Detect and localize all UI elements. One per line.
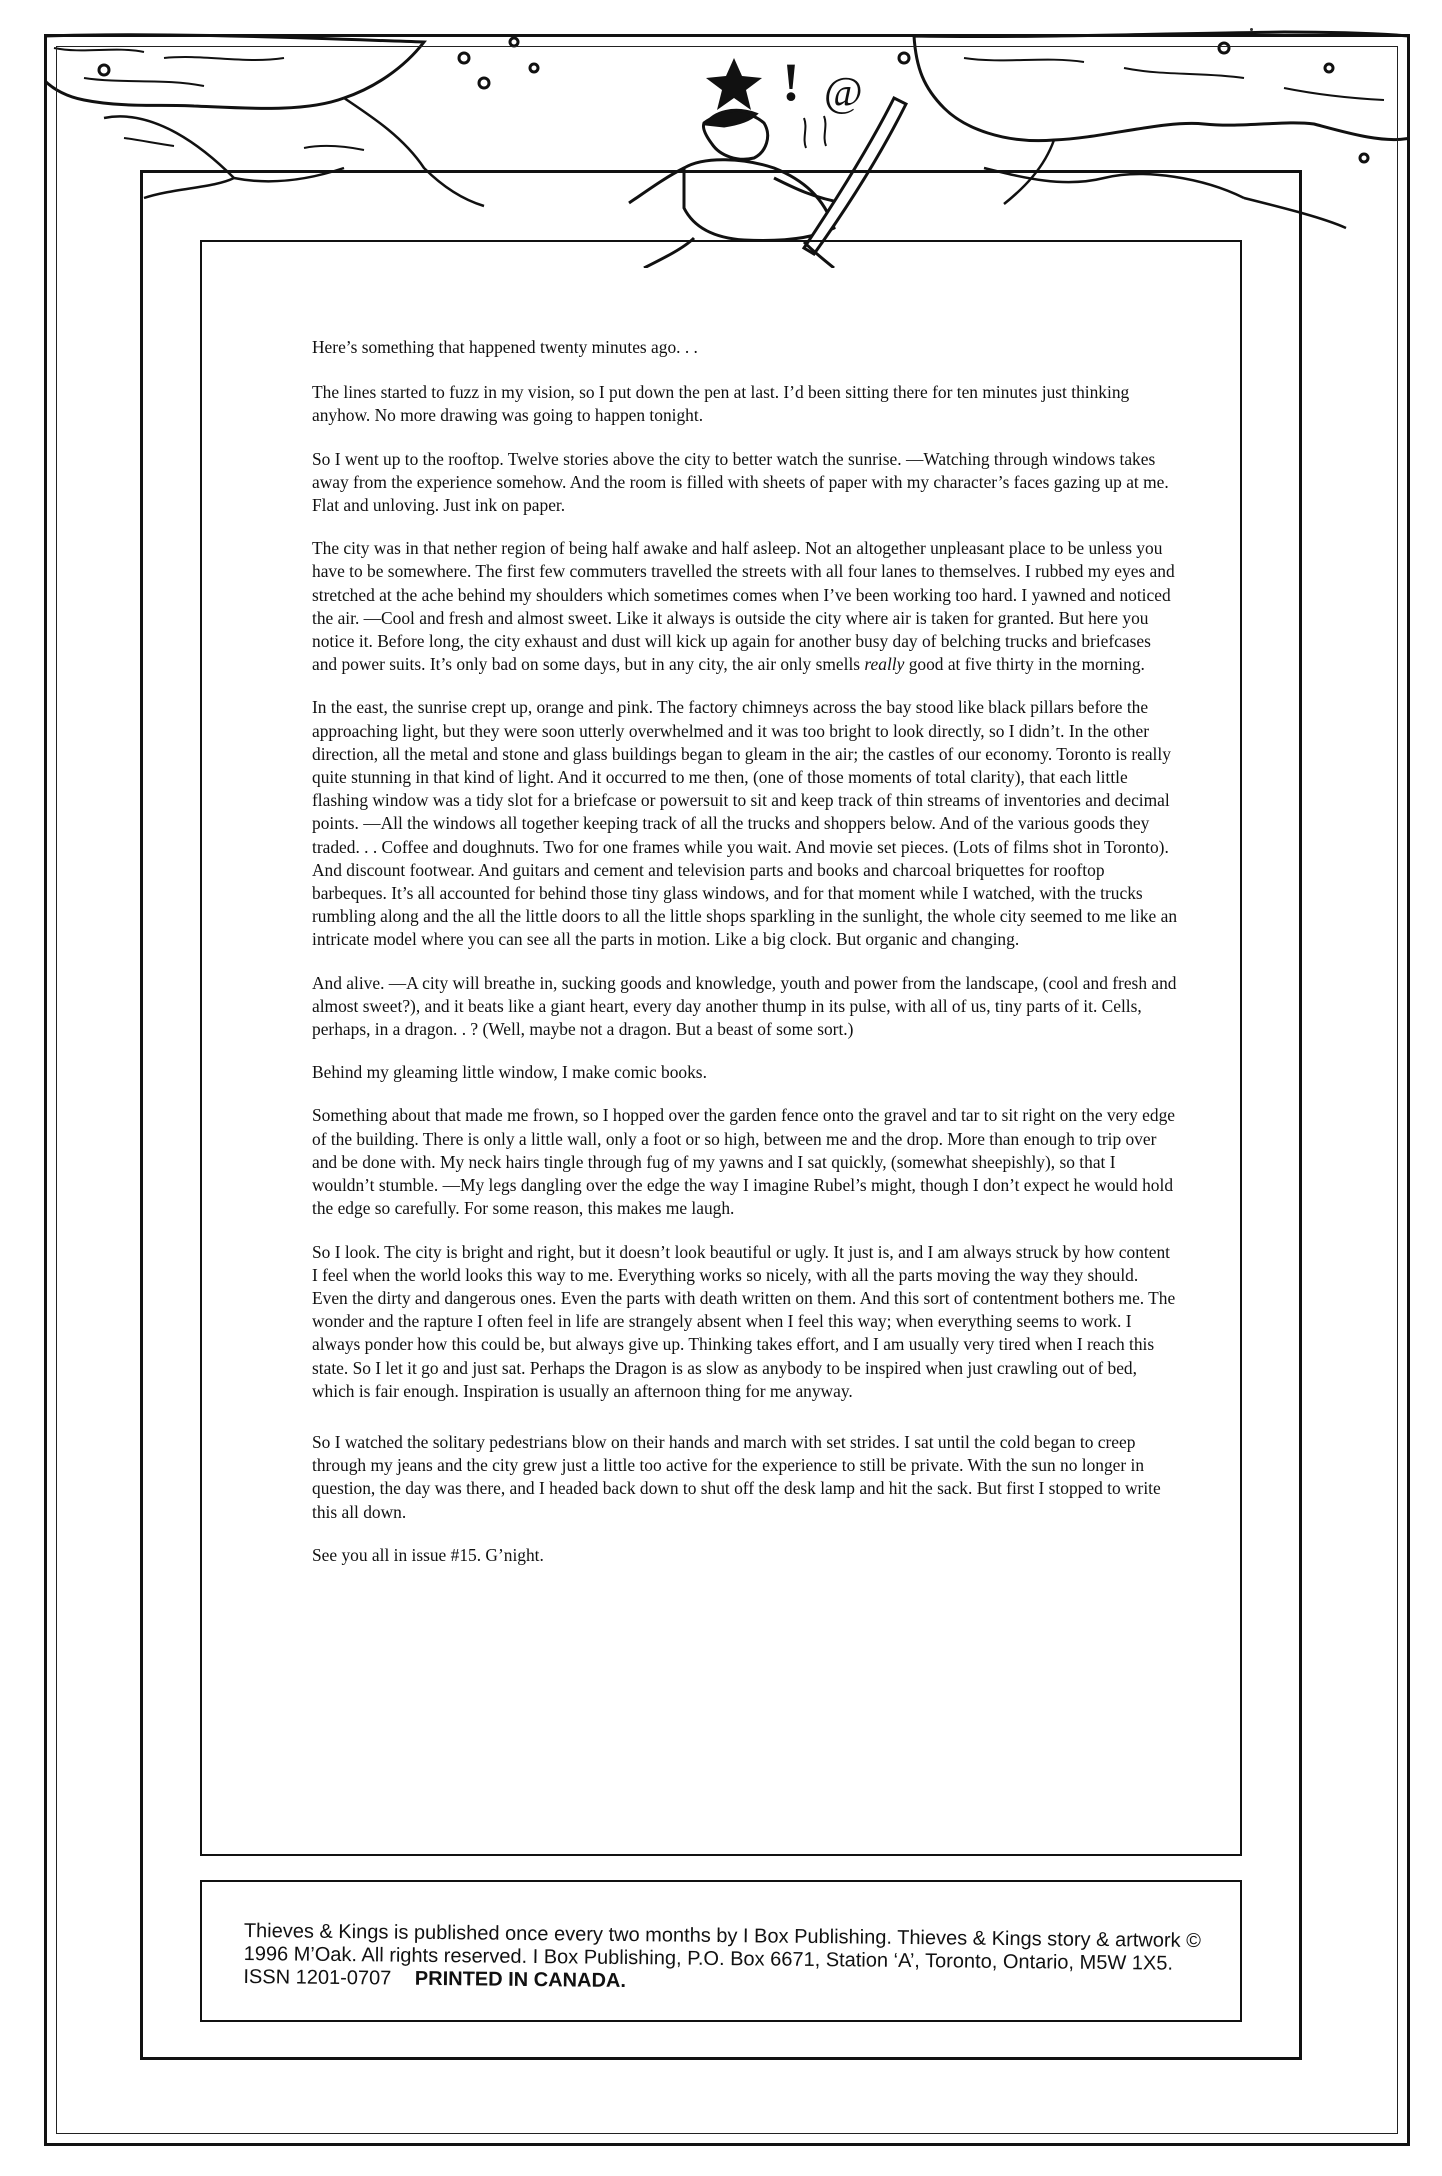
emphasis-really: really bbox=[864, 654, 905, 675]
publication-info-text: Thieves & Kings is published once every two months by I Box Publishing. Thieves & Kings story & artwork © 1996 M’Oak. All rights reserved. I Box Publishing, P.O. Box 6671, Station ‘A’, Toronto, Ontario, M5W 1X5. ISSN 1201-0707 bbox=[243, 1920, 1201, 1990]
paragraph-intro: Here’s something that happened twenty minutes ago. . . bbox=[312, 337, 698, 357]
publication-info bbox=[243, 1920, 1204, 1999]
paragraph: Behind my gleaming little window, I make comic books. bbox=[312, 1062, 707, 1083]
paragraph: And alive. —A city will breathe in, sucking goods and knowledge, youth and power from the landscape, (cool and fresh and almost sweet?), and it beats like a giant heart, every day another thump in its pulse, with all of us, tiny parts of it. Cells, perhaps, in a dragon. . ? (Well, maybe not a dragon. But a beast of some sort.) bbox=[312, 972, 1177, 1040]
paragraph: Something about that made me frown, so I hopped over the garden fence onto the gravel and tar to sit right on the very edge of the building. There is only a little wall, only a foot or so high, between me and the drop. More than enough to trip over and be done with. My neck hairs tingle through fug of my yawns and I sat quickly, (somewhat sheepishly), so that I wouldn’t stumble. —My legs dangling over the edge the way I imagine Rubel’s might, though I don’t expect he would hold the edge so carefully. For some reason, this makes me laugh. bbox=[312, 1105, 1175, 1219]
paragraph: In the east, the sunrise crept up, orange and pink. The factory chimneys across the bay stood like black pillars before the approaching light, but they were soon utterly overwhelmed and it was too bright to look directly, so I didn’t. In the other direction, all the metal and stone and glass buildings began to gleam in the air; the castles of our economy. Toronto is really quite stunning in that kind of light. And it occurred to me then, (one of those moments of total clarity), that each little flashing window was a tidy slot for a briefcase or powersuit to sit and keep track of thin streams of inventories and decimal points. —All the windows all together keeping track of all the trucks and shoppers below. And of the various goods they traded. . . Coffee and doughnuts. Two for one frames while you wait. And movie set pieces. (Lots of films shot in Toronto). And discount footwear. And guitars and cement and television parts and books and charcoal briquettes for rooftop barbeques. It’s all accounted for behind those tiny glass windows, and for that moment while I watched, with the trucks rumbling along and the all the little doors to all the little shops sparkling in the sunlight, the whole city seemed to me like an intricate model where you can see all the parts in motion. Like a big clock. But organic and changing. bbox=[312, 697, 1178, 950]
paragraph-air-tail: good at five thirty in the morning. bbox=[904, 654, 1145, 675]
spiral-icon: @ bbox=[824, 70, 863, 116]
editorial-article bbox=[312, 336, 1178, 1587]
paragraph-air bbox=[312, 537, 1178, 676]
stray-mark bbox=[1250, 28, 1253, 31]
paragraph: So I went up to the rooftop. Twelve stories above the city to better watch the sunrise. —Watching through windows takes away from the experience somehow. And the room is filled with sheets of paper with my character’s faces gazing up at me. Flat and unloving. Just ink on paper. bbox=[312, 448, 1169, 516]
printed-in-canada: PRINTED IN CANADA. bbox=[414, 1967, 627, 1993]
sign-off: See you all in issue #15. G’night. bbox=[312, 1544, 544, 1565]
paragraph: So I look. The city is bright and right, but it doesn’t look beautiful or ugly. It just is, and I am always struck by how content I feel when the world looks this way to me. Everything works so nicely, with all the parts moving the way they should. Even the dirty and dangerous ones. Even the parts with death written on them. And this sort of contentment bothers me. The wonder and the rapture I often feel in life are strangely absent when I feel this way; when everything seems to work. I always ponder how this could be, but always give up. Thinking takes effort, and I am usually very tired when I reach this state. So I let it go and just sat. Perhaps the Dragon is as slow as anybody to be inspired when just crawling out of bed, which is fair enough. Inspiration is usually an afternoon thing for me anyway. bbox=[312, 1241, 1176, 1401]
paragraph: The lines started to fuzz in my vision, so I put down the pen at last. I’d been sitting there for ten minutes just thinking anyhow. No more drawing was going to happen tonight. bbox=[312, 382, 1130, 426]
paragraph-air-body: The city was in that nether region of being half awake and half asleep. Not an altogether unpleasant place to be unless you have to be somewhere. The first few commuters travelled the streets with all four lanes to themselves. I rubbed my eyes and stretched at the ache behind my shoulders which sometimes comes when I’ve been working too hard. I yawned and noticed the air. —Cool and fresh and almost sweet. Like it always is outside the city where air is taken for granted. But here you notice it. Before long, the city exhaust and dust will kick up again for another busy day of belching trucks and briefcases and power suits. It’s only bad on some days, but in any city, the air only smells bbox=[312, 538, 1175, 675]
exclamation-icon: ! bbox=[782, 52, 800, 112]
paragraph: So I watched the solitary pedestrians blow on their hands and march with set strides. I sat until the cold began to creep through my jeans and the city grew just a little too active for the experience to still be private. With the sun no longer in question, the day was there, and I headed back down to shut off the desk lamp and hit the sack. But first I stopped to write this all down. bbox=[312, 1431, 1161, 1522]
